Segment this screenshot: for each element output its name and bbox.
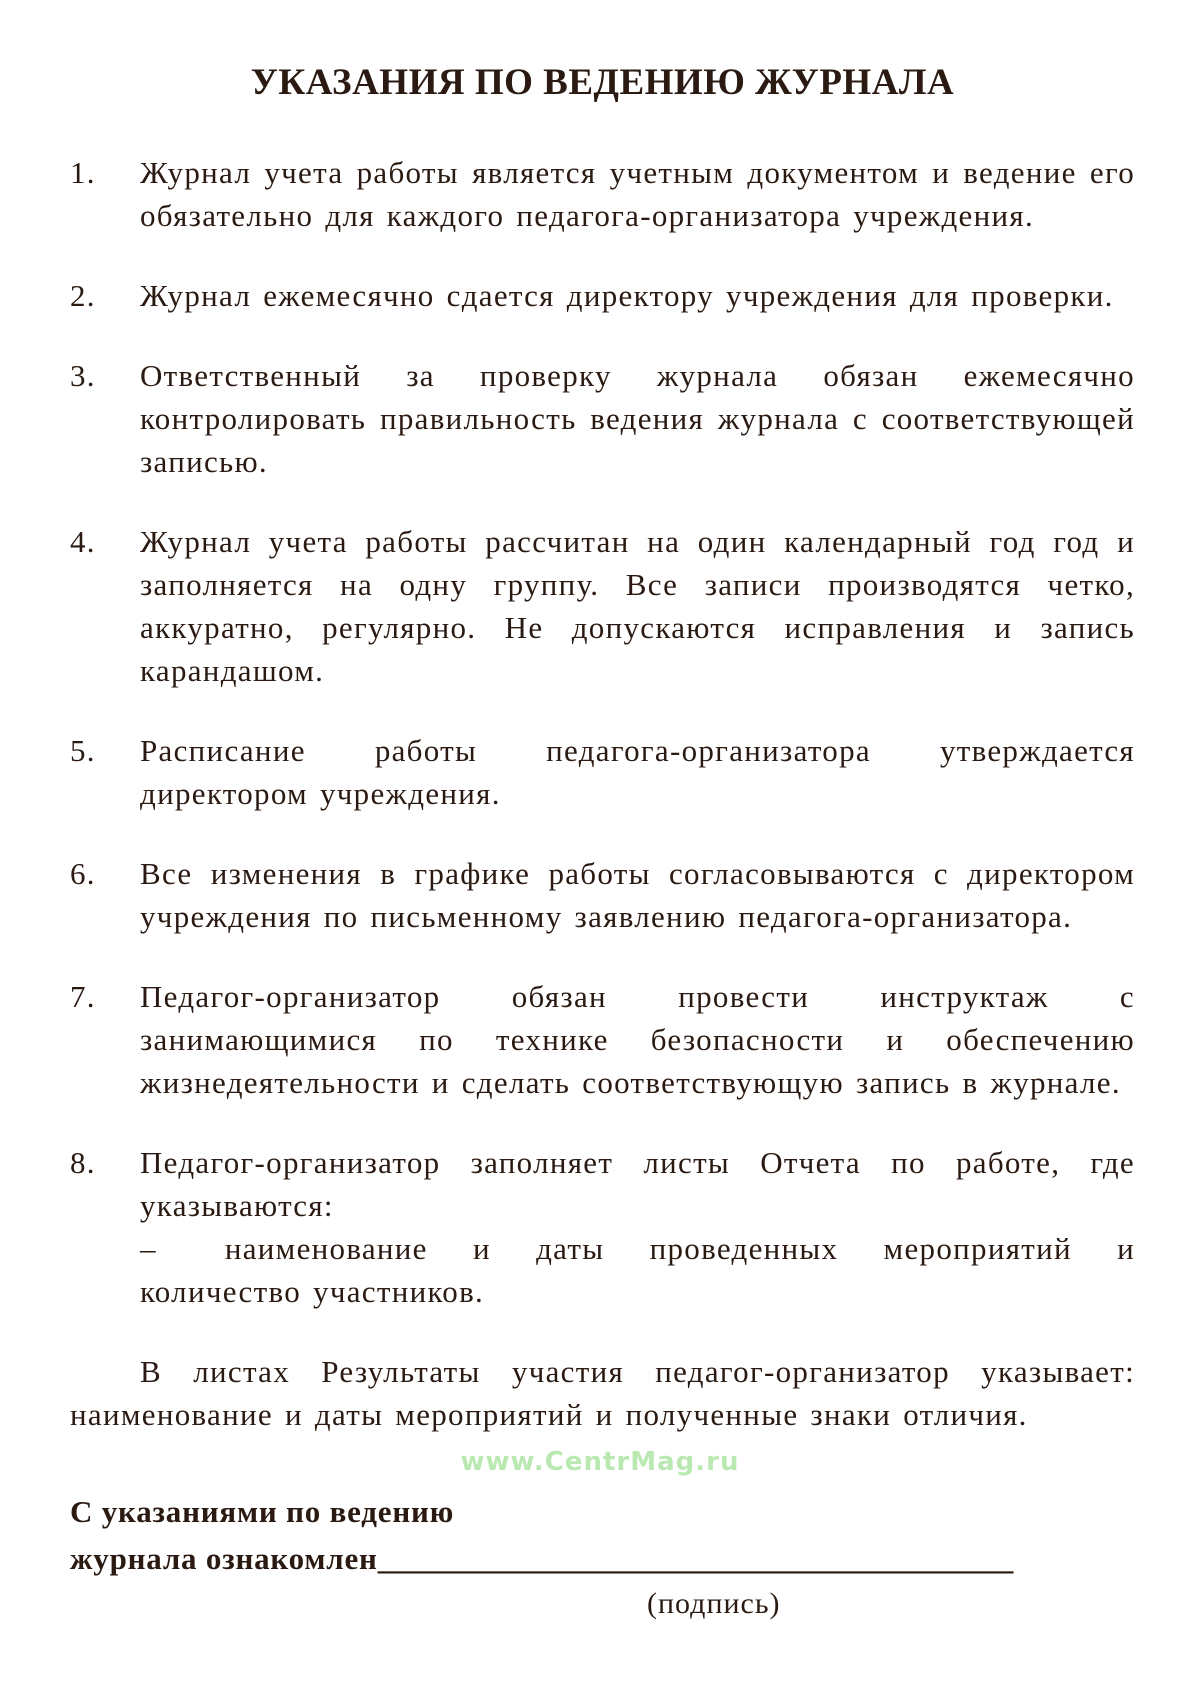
item-text: Ответственный за проверку журнала обязан ежемесячно контролировать правильность ведения журнала с соответствующей записью.	[140, 358, 1135, 479]
signature-caption: (подпись)	[647, 1587, 781, 1620]
signature-line-1: С указаниями по ведению	[70, 1494, 455, 1529]
list-item	[70, 975, 1135, 1104]
item-number: 7.	[70, 979, 96, 1014]
item-sub-text: наименование и даты проведенных мероприятий и количество участников.	[140, 1231, 1135, 1309]
list-item	[70, 151, 1135, 237]
item-text: Педагог-организатор обязан провести инструктаж с занимающимися по технике безопасности и обеспечению жизнедеятельности и сделать соответствующую запись в журнале.	[140, 979, 1135, 1100]
item-text: Журнал учета работы является учетным документом и ведение его обязательно для каждого педагога-организатора учреждения.	[140, 155, 1135, 233]
item-number: 2.	[70, 278, 96, 313]
list-item	[70, 520, 1135, 692]
item-number: 4.	[70, 524, 96, 559]
item-number: 3.	[70, 358, 96, 393]
item-text: Журнал ежемесячно сдается директору учреждения для проверки.	[140, 278, 1114, 313]
list-item	[70, 1141, 1135, 1313]
item-number: 8.	[70, 1145, 96, 1180]
watermark-text: www.CentrMag.ru	[460, 1447, 740, 1477]
item-text	[140, 1141, 1135, 1313]
item-number: 1.	[70, 155, 96, 190]
item-number: 5.	[70, 733, 96, 768]
item-number: 6.	[70, 856, 96, 891]
item-text: Все изменения в графике работы согласовываются с директором учреждения по письменному заявлению педагога-организатора.	[140, 856, 1135, 934]
list-item	[70, 729, 1135, 815]
instructions-list	[70, 151, 1135, 1313]
item-text: Расписание работы педагога-организатора утверждается директором учреждения.	[140, 733, 1135, 811]
list-item	[70, 274, 1135, 317]
list-item	[70, 354, 1135, 483]
list-item	[70, 852, 1135, 938]
item-sub-line	[140, 1227, 1135, 1313]
page-title: УКАЗАНИЯ ПО ВЕДЕНИЮ ЖУРНАЛА	[250, 62, 955, 103]
signature-block	[70, 1488, 1135, 1626]
item-lead-text: Педагог-организатор заполняет листы Отчета по работе, где указываются:	[140, 1145, 1135, 1223]
closing-paragraph: В листах Результаты участия педагог-организатор указывает: наименование и даты мероприятий и полученные знаки отличия.	[70, 1354, 1135, 1432]
dash-marker: –	[140, 1231, 157, 1266]
signature-line-2	[70, 1535, 1135, 1582]
signature-label: журнала ознакомлен	[70, 1541, 378, 1576]
signature-underline: _________________________________________	[377, 1541, 1014, 1576]
item-text: Журнал учета работы рассчитан на один календарный год год и заполняется на одну группу. Все записи производятся четко, аккуратно, регулярно. Не допускаются исправления и запись карандашом.	[140, 524, 1135, 688]
